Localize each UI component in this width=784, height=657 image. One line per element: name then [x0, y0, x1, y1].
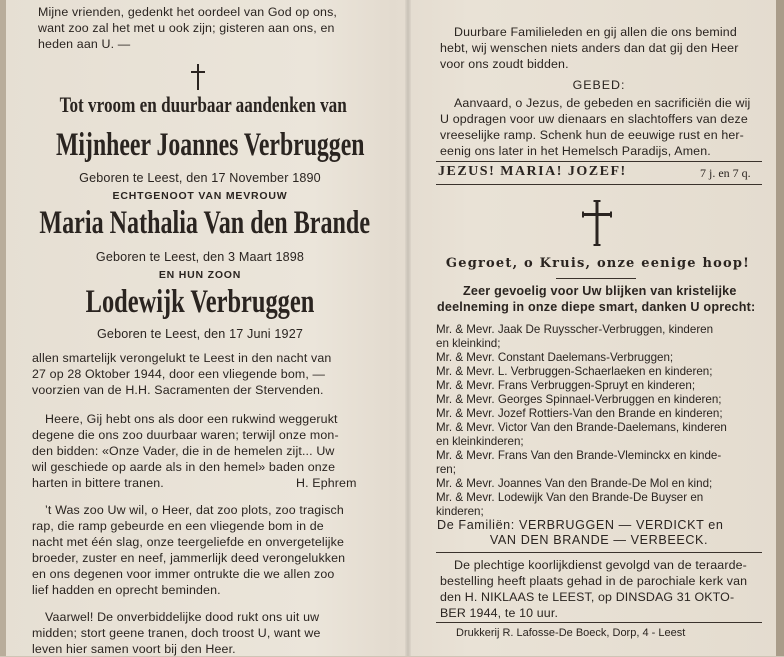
funeral-line-3: den H. NIKLAAS te LEEST, op DINSDAG 31 OKTO-	[440, 590, 735, 604]
intro-line-3: heden aan U. —	[38, 37, 131, 51]
family-names-line-1: De Familiën: VERBRUGGEN — VERDICKT en	[437, 518, 724, 532]
intro-line-2: want zoo zal het met u ook zijn; gisteren aan ons, en	[38, 21, 335, 35]
prayer2-line-2: rap, die ramp gebeurde en een vliegende bom in de	[32, 519, 324, 533]
small-cross-icon	[190, 64, 206, 90]
right-intro-line-2: hebt, wij wenschen niets anders dan dat gij den Heer	[440, 41, 739, 55]
card-fold	[405, 0, 411, 656]
death-line-1: allen smartelijk verongelukt te Leest in den nacht van	[32, 351, 332, 365]
person1-birth: Geboren te Leest, den 17 November 1890	[79, 171, 321, 185]
death-line-3: voorzien van de H.H. Sacramenten der Stervenden.	[32, 383, 324, 397]
prayer2-line-1: ’t Was zoo Uw wil, o Heer, dat zoo plots, zoo tragisch	[45, 503, 344, 517]
gebed-line-3: vreeselijke ramp. Schenk hun de eeuwige rust en her-	[440, 128, 744, 142]
prayer2-line-4: broeder, zuster en neef, jammerlijk deed verongelukken	[32, 551, 346, 565]
prayer1-author: H. Ephrem	[296, 476, 357, 490]
card-right-edge	[776, 0, 784, 656]
right-intro-line-1: Duurbare Familieleden en gij allen die ons bemind	[454, 25, 737, 39]
family-row-2: en kleinkind;	[436, 337, 501, 350]
family-row-12: Mr. & Mevr. Joannes Van den Brande-De Mol en kind;	[436, 477, 713, 490]
family-row-13: Mr. & Mevr. Lodewijk Van den Brande-De Buyser en	[436, 491, 704, 504]
family-row-14: kinderen;	[436, 505, 484, 518]
large-cross-icon	[582, 200, 612, 246]
gebed-line-2: U opdragen voor uw dienaars en slachtoffers van deze	[440, 112, 748, 126]
prayer-heading: GEBED:	[572, 78, 626, 92]
prayer2-line-6: lief hadden en oprecht beminden.	[32, 583, 221, 597]
gebed-line-1: Aanvaard, o Jezus, de gebeden en sacrificiën die wij	[454, 96, 751, 110]
family-row-6: Mr. & Mevr. Georges Spinnael-Verbruggen en kinderen;	[436, 393, 722, 406]
person3-name: Lodewijk Verbruggen	[85, 284, 315, 320]
gebed-line-4: eenig ons later in het Hemelsch Paradijs, Amen.	[440, 144, 711, 158]
farewell-line-2: midden; stort geene tranen, doch troost U, want we	[32, 626, 321, 640]
indulgence-days: 7 j. en 7 q.	[700, 166, 751, 180]
son-heading: EN HUN ZOON	[158, 269, 242, 281]
person1-name: Mijnheer Joannes Verbruggen	[56, 127, 365, 163]
funeral-line-2: bestelling heeft plaats gehad in de parochiale kerk van	[440, 574, 748, 588]
thanks-line-2: deelneming in onze diepe smart, danken U oprecht:	[437, 300, 756, 314]
death-line-2: 27 op 28 Oktober 1944, door een vliegende bom, —	[32, 367, 326, 381]
family-row-5: Mr. & Mevr. Frans Verbruggen-Spruyt en kinderen;	[436, 379, 696, 392]
family-row-11: ren;	[436, 463, 456, 476]
prayer1-line-1: Heere, Gij hebt ons als door een rukwind weggerukt	[45, 412, 338, 426]
person3-birth: Geboren te Leest, den 17 Juni 1927	[96, 327, 304, 341]
divider-printer	[436, 622, 762, 623]
right-intro-line-3: voor ons zoudt bidden.	[440, 57, 569, 71]
family-names-line-2: VAN DEN BRANDE — VERBEECK.	[489, 533, 709, 547]
family-row-8: Mr. & Mevr. Victor Van den Brande-Daelemans, kinderen	[436, 421, 727, 434]
greeting-underline	[556, 278, 636, 279]
printer-credit: Drukkerij R. Lafosse-De Boeck, Dorp, 4 - Leest	[456, 627, 686, 639]
funeral-line-1: De plechtige koorlijkdienst gevolgd van de teraarde-	[454, 558, 747, 572]
prayer2-line-5: en ons degenen voor immer ontrukte die we allen zoo	[32, 567, 335, 581]
farewell-line-1: Vaarwel! De onverbiddelijke dood rukt ons uit uw	[45, 610, 320, 624]
divider-bottom	[436, 184, 762, 185]
prayer1-line-2: degene die ons zoo duurbaar waren; terwijl onze mon-	[32, 428, 339, 442]
family-row-7: Mr. & Mevr. Jozef Rottiers-Van den Brande en kinderen;	[436, 407, 723, 420]
intro-line-1: Mijne vrienden, gedenkt het oordeel van God op ons,	[38, 5, 338, 19]
divider-top	[436, 161, 762, 162]
family-row-1: Mr. & Mevr. Jaak De Ruysscher-Verbruggen, kinderen	[436, 323, 714, 336]
thanks-line-1: Zeer gevoelig voor Uw blijken van kristelijke	[463, 284, 737, 298]
family-row-9: en kleinkinderen;	[436, 435, 524, 448]
cross-greeting: Gegroet, o Kruis, onze eenige hoop!	[445, 256, 751, 271]
funeral-line-4: BER 1944, te 10 uur.	[440, 606, 559, 620]
memorial-heading: Tot vroom en duurbaar aandenken van	[59, 92, 347, 117]
family-row-10: Mr. & Mevr. Frans Van den Brande-Vleminckx en kinde-	[436, 449, 722, 462]
family-row-4: Mr. & Mevr. L. Verbruggen-Schaerlaeken en kinderen;	[436, 365, 713, 378]
prayer1-line-4: wil geschiede op aarde als in den hemel» baden onze	[32, 460, 336, 474]
prayer1-line-5: harten in bittere tranen.	[32, 476, 164, 490]
prayer2-line-3: nacht met één slag, onze teergeliefde en onvergetelijke	[32, 535, 345, 549]
family-row-3: Mr. & Mevr. Constant Daelemans-Verbruggen;	[436, 351, 674, 364]
person2-name: Maria Nathalia Van den Brande	[39, 205, 371, 241]
prayer1-line-3: den bidden: «Onze Vader, die in de hemelen zijt... Uw	[32, 444, 335, 458]
divider-funeral	[436, 552, 762, 553]
person2-birth: Geboren te Leest, den 3 Maart 1898	[95, 250, 305, 264]
spouse-heading: ECHTGENOOT VAN MEVROUW	[112, 190, 288, 202]
indulgence-text: JEZUS! MARIA! JOZEF!	[438, 164, 627, 179]
farewell-line-3: leven hier samen voort bij den Heer.	[32, 642, 236, 656]
